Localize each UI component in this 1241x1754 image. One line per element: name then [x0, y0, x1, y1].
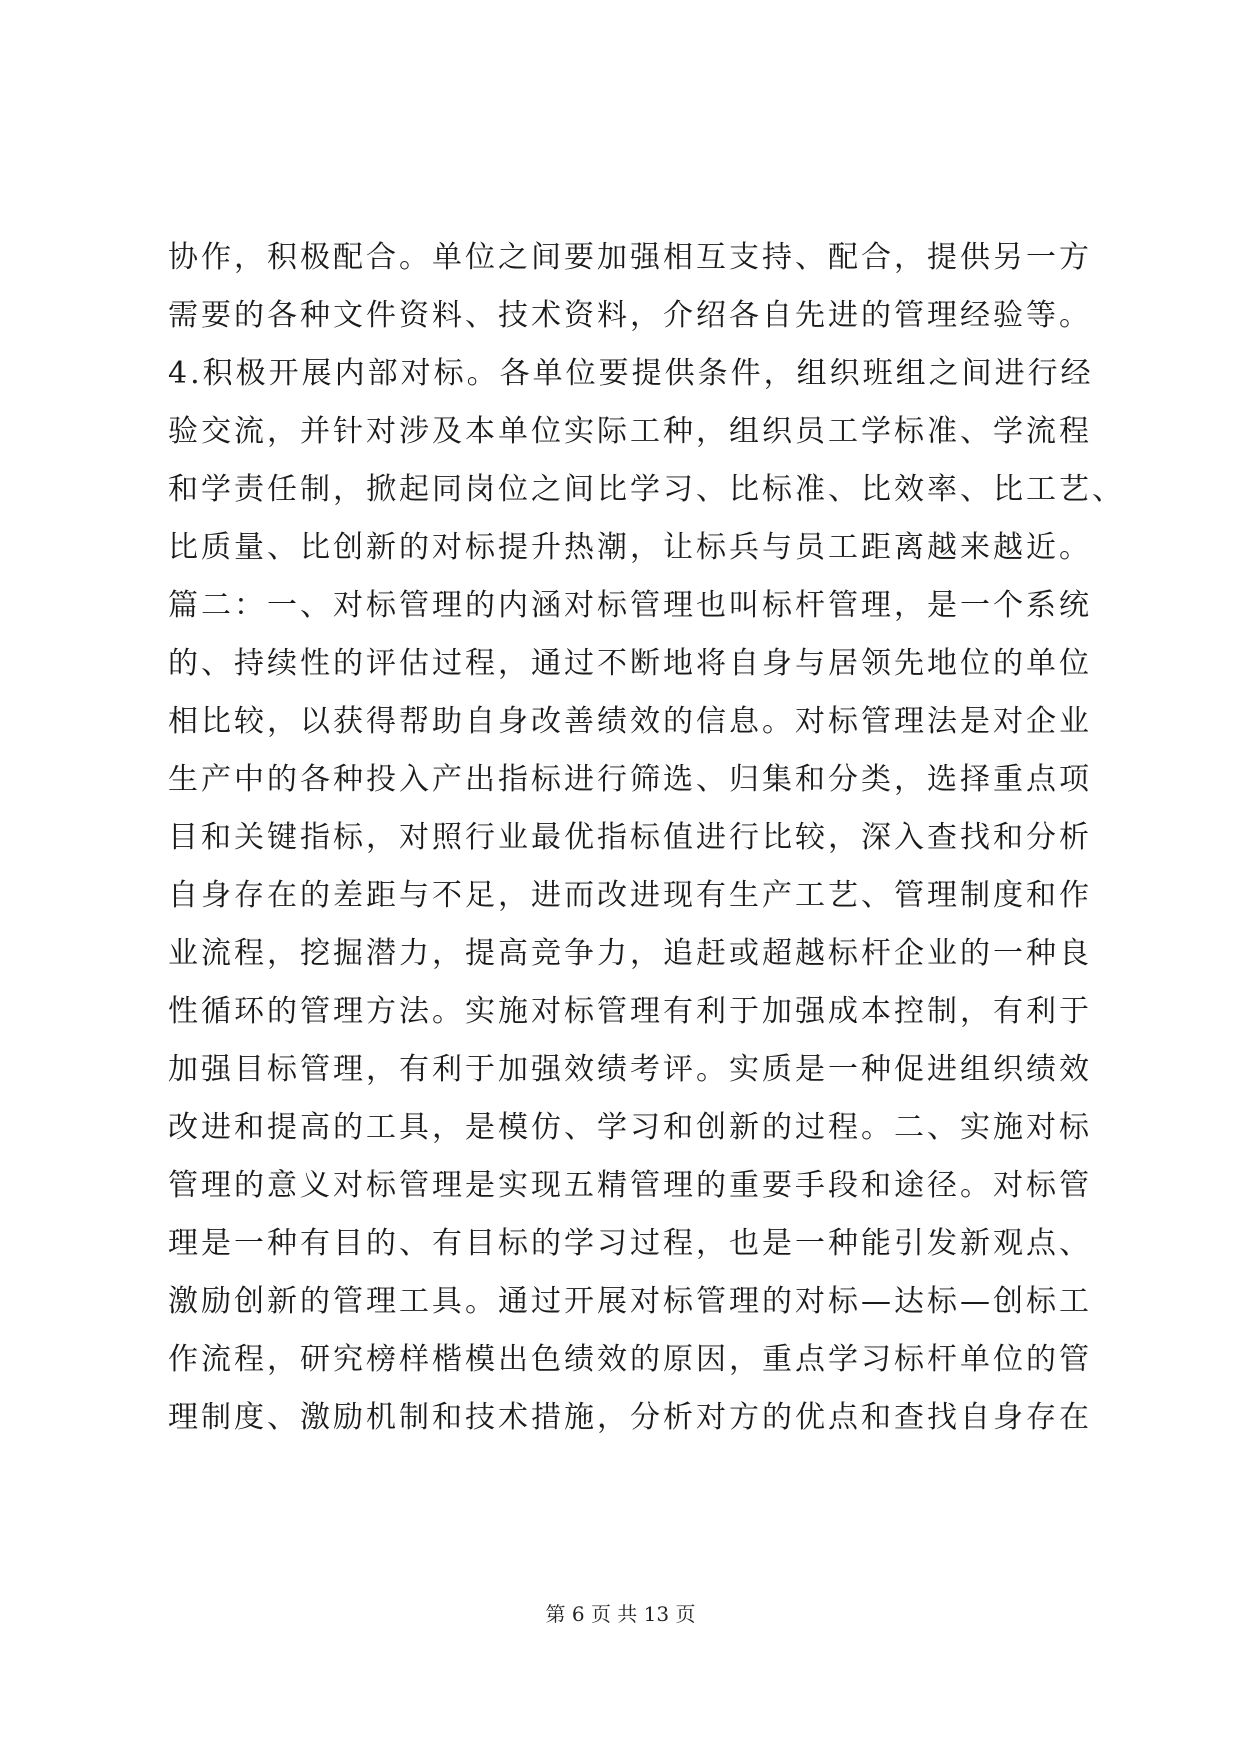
page-number-indicator: 第 6 页 共 13 页	[545, 1602, 696, 1626]
text-line: 4.积极开展内部对标。各单位要提供条件，组织班组之间进行经	[168, 356, 1094, 391]
text-line: 理制度、激励机制和技术措施，分析对方的优点和查找自身存在	[168, 1400, 1092, 1435]
text-line: 的、持续性的评估过程，通过不断地将自身与居领先地位的单位	[168, 646, 1092, 681]
text-line: 需要的各种文件资料、技术资料，介绍各自先进的管理经验等。	[168, 298, 1092, 333]
text-line: 性循环的管理方法。实施对标管理有利于加强成本控制，有利于	[168, 994, 1092, 1029]
page-footer	[0, 1600, 1241, 1628]
text-line: 业流程，挖掘潜力，提高竞争力，追赶或超越标杆企业的一种良	[168, 936, 1092, 971]
text-line: 加强目标管理，有利于加强效绩考评。实质是一种促进组织绩效	[168, 1052, 1092, 1087]
text-line: 比质量、比创新的对标提升热潮，让标兵与员工距离越来越近。	[168, 530, 1092, 565]
text-line: 生产中的各种投入产出指标进行筛选、归集和分类，选择重点项	[168, 762, 1092, 797]
text-line: 改进和提高的工具，是模仿、学习和创新的过程。二、实施对标	[168, 1110, 1092, 1145]
text-line: 自身存在的差距与不足，进而改进现有生产工艺、管理制度和作	[168, 878, 1092, 913]
text-line: 验交流，并针对涉及本单位实际工种，组织员工学标准、学流程	[168, 414, 1092, 449]
text-line: 和学责任制，掀起同岗位之间比学习、比标准、比效率、比工艺、	[168, 472, 1125, 507]
text-line: 管理的意义对标管理是实现五精管理的重要手段和途径。对标管	[168, 1168, 1092, 1203]
text-line: 相比较，以获得帮助自身改善绩效的信息。对标管理法是对企业	[168, 704, 1092, 739]
text-line: 目和关键指标，对照行业最优指标值进行比较，深入查找和分析	[168, 820, 1092, 855]
text-line: 篇二：一、对标管理的内涵对标管理也叫标杆管理，是一个系统	[168, 588, 1092, 623]
text-line: 激励创新的管理工具。通过开展对标管理的对标—达标—创标工	[168, 1284, 1092, 1319]
text-line: 协作，积极配合。单位之间要加强相互支持、配合，提供另一方	[168, 240, 1092, 275]
body-text	[168, 229, 1125, 1447]
text-line: 理是一种有目的、有目标的学习过程，也是一种能引发新观点、	[168, 1226, 1092, 1261]
text-line: 作流程，研究榜样楷模出色绩效的原因，重点学习标杆单位的管	[168, 1342, 1092, 1377]
